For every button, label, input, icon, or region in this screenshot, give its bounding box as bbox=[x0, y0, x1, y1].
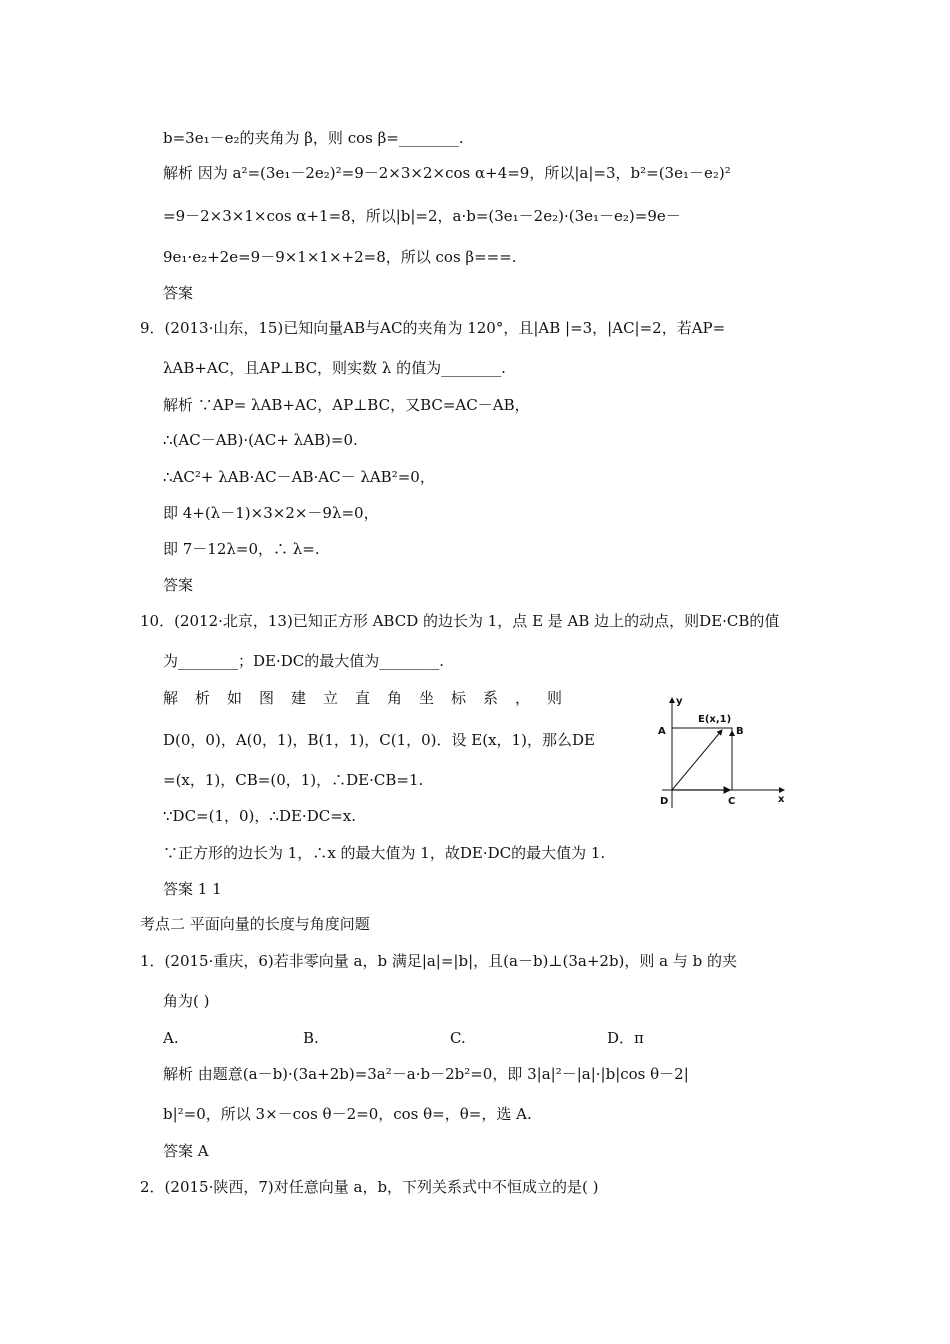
question-1: 1．(2015·重庆，6)若非零向量 a，b 满足|a|=|b|，且(a－b)⊥(3a+2b)，则 a 与 b 的夹 bbox=[140, 952, 738, 970]
label-b: B bbox=[736, 726, 744, 737]
answer-line: 答案 A bbox=[163, 1142, 209, 1160]
text-line: b=3e₁－e₂的夹角为 β，则 cos β=________. bbox=[163, 129, 464, 147]
option-b: B. bbox=[303, 1029, 319, 1047]
answer-label: 答案 bbox=[163, 576, 194, 594]
text-line: 角为( ) bbox=[163, 992, 210, 1010]
label-e: E(x,1) bbox=[698, 714, 732, 725]
answer-line: 答案 1 1 bbox=[163, 880, 222, 898]
text-line: ∵DC=(1，0)，∴DE·DC=x. bbox=[163, 807, 356, 825]
option-a: A. bbox=[163, 1029, 179, 1047]
text-line: 即 7－12λ=0，∴ λ=. bbox=[163, 540, 320, 558]
text-line: =(x，1)，CB=(0，1)，∴DE·CB=1. bbox=[163, 771, 424, 789]
text-line: 解析 ∵AP= λAB+AC，AP⊥BC，又BC=AC－AB， bbox=[163, 396, 530, 414]
text-line: 解析如图建立直角坐标系，则 bbox=[163, 689, 580, 707]
coordinate-svg bbox=[652, 690, 792, 815]
question-10: 10．(2012·北京，13)已知正方形 ABCD 的边长为 1，点 E 是 AB 边上的动点，则DE·CB的值 bbox=[140, 612, 780, 630]
label-y: y bbox=[676, 696, 683, 707]
option-c: C. bbox=[450, 1029, 466, 1047]
question-2: 2．(2015·陕西，7)对任意向量 a，b，下列关系式中不恒成立的是( ) bbox=[140, 1178, 599, 1196]
text-line: 9e₁·e₂+2e=9－9×1×1×+2=8，所以 cos β===. bbox=[163, 248, 517, 266]
answer-label: 答案 bbox=[163, 284, 194, 302]
text-line: λAB+AC，且AP⊥BC，则实数 λ 的值为________. bbox=[163, 359, 506, 377]
option-d: D．π bbox=[607, 1029, 644, 1047]
coordinate-figure bbox=[652, 690, 792, 815]
text-line: 解析 由题意(a－b)·(3a+2b)=3a²－a·b－2b²=0，即 3|a|²－|a|·|b|cos θ－2| bbox=[163, 1065, 689, 1083]
text-line: 解析 因为 a²=(3e₁－2e₂)²=9－2×3×2×cos α+4=9，所以|a|=3，b²=(3e₁－e₂)² bbox=[163, 164, 731, 182]
vector-de bbox=[672, 730, 722, 790]
text-line: =9－2×3×1×cos α+1=8，所以|b|=2，a·b=(3e₁－2e₂)·(3e₁－e₂)=9e－ bbox=[163, 207, 681, 225]
text-line: b|²=0，所以 3×－cos θ－2=0，cos θ=，θ=，选 A. bbox=[163, 1105, 532, 1123]
text-line: 即 4+(λ－1)×3×2×－9λ=0， bbox=[163, 504, 379, 522]
text-line: 为________；DE·DC的最大值为________. bbox=[163, 652, 445, 670]
text-line: ∴AC²+ λAB·AC－AB·AC－ λAB²=0， bbox=[163, 468, 435, 486]
question-9: 9．(2013·山东，15)已知向量AB与AC的夹角为 120°，且|AB |=3，|AC|=2，若AP= bbox=[140, 319, 726, 337]
label-d: D bbox=[660, 796, 669, 807]
label-a: A bbox=[658, 726, 666, 737]
text-line: ∴(AC－AB)·(AC+ λAB)=0. bbox=[163, 431, 358, 449]
label-c: C bbox=[728, 796, 736, 807]
text-line: ∵正方形的边长为 1，∴x 的最大值为 1，故DE·DC的最大值为 1. bbox=[163, 844, 606, 862]
section-heading: 考点二 平面向量的长度与角度问题 bbox=[140, 915, 370, 933]
text-line: D(0，0)，A(0，1)，B(1，1)，C(1，0)．设 E(x，1)，那么DE bbox=[163, 731, 595, 749]
square-sides bbox=[672, 728, 732, 790]
label-x: x bbox=[778, 794, 785, 805]
